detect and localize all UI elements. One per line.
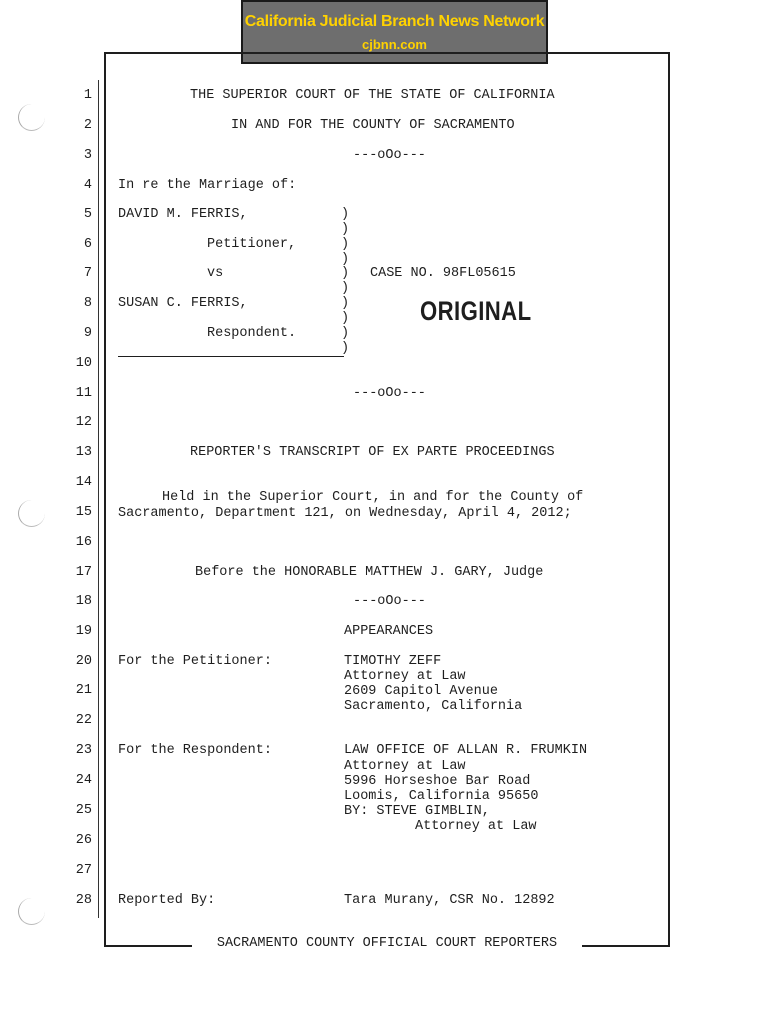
- page-frame-left: [104, 52, 106, 945]
- petitioner-name: DAVID M. FERRIS,: [118, 207, 248, 222]
- reporter-name: Tara Murany, CSR No. 12892: [344, 893, 555, 908]
- reported-by-label: Reported By:: [118, 893, 216, 908]
- paren: ): [341, 341, 350, 356]
- held-line-1: Held in the Superior Court, in and for the County of: [162, 490, 584, 505]
- paren: ): [341, 252, 350, 267]
- paren: ): [341, 207, 350, 222]
- line-number: 26: [75, 833, 92, 848]
- line-number: 21: [75, 683, 92, 698]
- respondent-counsel-label: For the Respondent:: [118, 743, 272, 758]
- news-network-banner: [241, 0, 548, 64]
- line-number: 25: [75, 803, 92, 818]
- in-re-line: In re the Marriage of:: [118, 178, 297, 193]
- paren: ): [341, 296, 350, 311]
- versus: vs: [207, 266, 224, 281]
- line-number: 10: [75, 356, 92, 371]
- petitioner-counsel-label: For the Petitioner:: [118, 654, 272, 669]
- line-number: 11: [75, 386, 92, 401]
- line-number: 20: [75, 654, 92, 669]
- line-number: 6: [83, 237, 92, 252]
- petitioner-counsel-line: 2609 Capitol Avenue: [344, 684, 498, 699]
- punch-hole-bottom: [18, 898, 45, 925]
- line-number: 1: [83, 88, 92, 103]
- line-number: 22: [75, 713, 92, 728]
- paren: ): [341, 266, 350, 281]
- line-number: 2: [83, 118, 92, 133]
- line-number: 7: [83, 266, 92, 281]
- page-frame-top: [104, 52, 670, 54]
- footer-rule-right: [582, 945, 670, 947]
- footer-rule-left: [104, 945, 192, 947]
- petitioner-counsel-line: Attorney at Law: [344, 669, 466, 684]
- held-line-2: Sacramento, Department 121, on Wednesday, April 4, 2012;: [118, 506, 572, 521]
- respondent-counsel-title: Attorney at Law: [415, 819, 537, 834]
- transcript-title: REPORTER'S TRANSCRIPT OF EX PARTE PROCEEDINGS: [190, 445, 555, 460]
- court-title: THE SUPERIOR COURT OF THE STATE OF CALIFORNIA: [190, 88, 555, 103]
- paren: ): [341, 222, 350, 237]
- line-number: 16: [75, 535, 92, 550]
- line-number: 18: [75, 594, 92, 609]
- line-number-margin-rule: [98, 80, 99, 918]
- respondent-counsel-line: LAW OFFICE OF ALLAN R. FRUMKIN: [344, 743, 588, 758]
- case-number: CASE NO. 98FL05615: [370, 266, 516, 281]
- paren: ): [341, 281, 350, 296]
- footer-agency: SACRAMENTO COUNTY OFFICIAL COURT REPORTERS: [216, 936, 558, 951]
- line-number: 24: [75, 773, 92, 788]
- respondent-counsel-line: BY: STEVE GIMBLIN,: [344, 804, 490, 819]
- respondent-name: SUSAN C. FERRIS,: [118, 296, 248, 311]
- respondent-role: Respondent.: [207, 326, 297, 341]
- before-judge: Before the HONORABLE MATTHEW J. GARY, Judge: [195, 565, 544, 580]
- separator: ---oOo---: [353, 386, 426, 401]
- line-number: 12: [75, 415, 92, 430]
- petitioner-role: Petitioner,: [207, 237, 297, 252]
- line-number: 28: [75, 893, 92, 908]
- respondent-counsel-line: Loomis, California 95650: [344, 789, 539, 804]
- line-number: 27: [75, 863, 92, 878]
- line-number: 23: [75, 743, 92, 758]
- petitioner-counsel-line: TIMOTHY ZEFF: [344, 654, 442, 669]
- line-number: 3: [83, 148, 92, 163]
- respondent-counsel-line: Attorney at Law: [344, 759, 466, 774]
- respondent-counsel-line: 5996 Horseshoe Bar Road: [344, 774, 531, 789]
- court-county: IN AND FOR THE COUNTY OF SACRAMENTO: [231, 118, 515, 133]
- paren: ): [341, 237, 350, 252]
- paren: ): [341, 326, 350, 341]
- original-stamp: ORIGINAL: [420, 296, 532, 326]
- separator: ---oOo---: [353, 148, 426, 163]
- page-frame-right: [668, 52, 670, 945]
- line-number: 13: [75, 445, 92, 460]
- caption-rule: [118, 356, 344, 357]
- banner-title: California Judicial Branch News Network: [244, 13, 545, 30]
- petitioner-counsel-line: Sacramento, California: [344, 699, 523, 714]
- line-number: 4: [83, 178, 92, 193]
- line-number: 14: [75, 475, 92, 490]
- paren: ): [341, 311, 350, 326]
- appearances-heading: APPEARANCES: [344, 624, 434, 639]
- line-number: 9: [83, 326, 92, 341]
- line-number: 17: [75, 565, 92, 580]
- banner-url: cjbnn.com: [361, 37, 427, 52]
- line-number: 19: [75, 624, 92, 639]
- punch-hole-middle: [18, 500, 45, 527]
- line-number: 8: [83, 296, 92, 311]
- punch-hole-top: [18, 104, 45, 131]
- separator: ---oOo---: [353, 594, 426, 609]
- line-number: 15: [75, 505, 92, 520]
- line-number: 5: [83, 207, 92, 222]
